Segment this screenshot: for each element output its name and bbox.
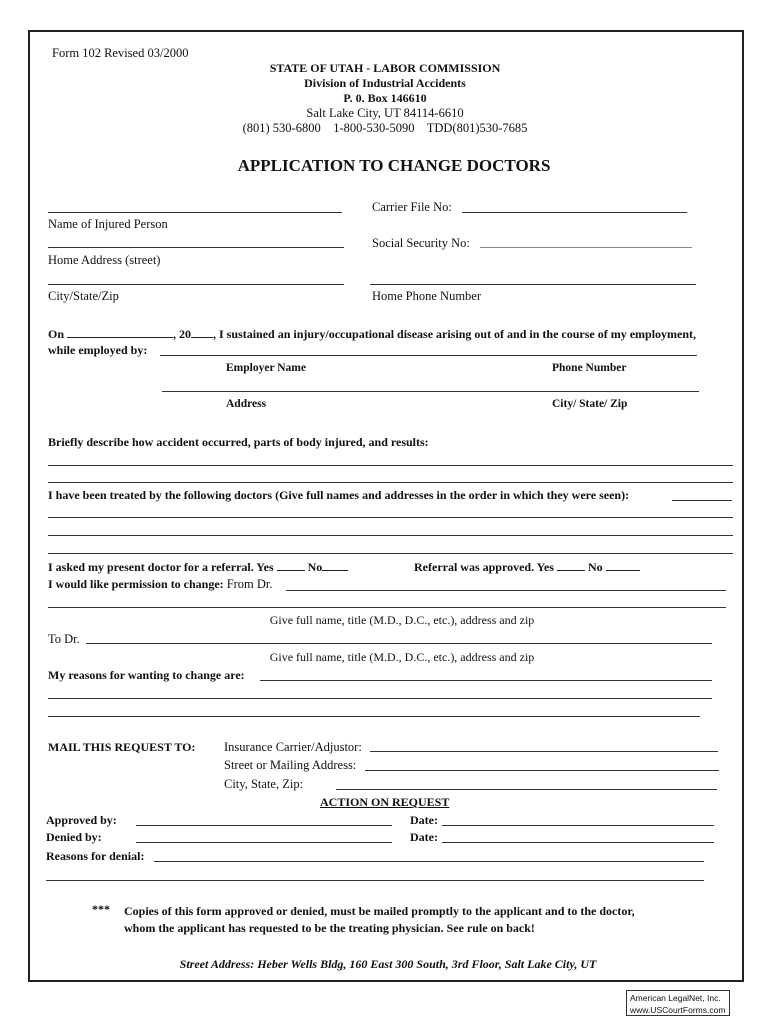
reasons-denial-line-2[interactable] (46, 880, 704, 881)
approved-no-label: No (587, 560, 603, 574)
home-phone-line[interactable] (370, 284, 696, 285)
reasons-line-3[interactable] (48, 716, 700, 717)
reasons-denial-label: Reasons for denial: (46, 849, 145, 863)
publisher-url[interactable]: www.USCourtForms.com (630, 1005, 726, 1015)
denied-by-line[interactable] (136, 842, 392, 843)
employer-city-label: City/ State/ Zip (552, 398, 628, 410)
injury-year-line[interactable] (191, 327, 213, 338)
form-id: Form 102 Revised 03/2000 (52, 46, 189, 60)
to-dr-label: To Dr. (48, 632, 80, 646)
referral-asked-label: I asked my present doctor for a referral. Yes (48, 560, 274, 574)
agency: STATE OF UTAH - LABOR COMMISSION (269, 61, 501, 75)
reasons-denial-line-1[interactable] (154, 861, 704, 862)
ssn-line[interactable] (480, 247, 692, 248)
name-line[interactable] (48, 212, 342, 213)
phone-number-label: Phone Number (552, 362, 627, 374)
referral-approved (414, 560, 640, 575)
from-dr-line-2[interactable] (48, 607, 726, 608)
employer-name-label: Employer Name (226, 362, 306, 374)
injury-statement: , I sustained an injury/occupational disease arising out of and in the course of my employment, (213, 327, 697, 341)
to-dr-line[interactable] (86, 643, 712, 644)
approved-no-line[interactable] (606, 560, 640, 571)
home-address-line[interactable] (48, 247, 344, 248)
carrier-file-label: Carrier File No: (372, 200, 452, 214)
name-injured-label: Name of Injured Person (48, 217, 168, 231)
publisher-name: American LegalNet, Inc. (630, 993, 721, 1003)
action-title: ACTION ON REQUEST (320, 795, 450, 809)
from-dr-label: From Dr. (226, 577, 273, 591)
publisher-box (626, 990, 730, 1016)
city-address: Salt Lake City, UT 84114-6610 (306, 106, 464, 120)
address-label: Address (226, 398, 267, 410)
street-address: Street Address: Heber Wells Bldg, 160 East 300 South, 3rd Floor, Salt Lake City, UT (179, 957, 597, 971)
reasons-label: My reasons for wanting to change are: (48, 668, 245, 682)
city-state-zip-line[interactable] (48, 284, 344, 285)
referral-approved-label: Referral was approved. Yes (414, 560, 554, 574)
give-full-name-2: Give full name, title (M.D., D.C., etc.), address and zip (269, 650, 535, 664)
date-2-line[interactable] (442, 842, 714, 843)
division: Division of Industrial Accidents (304, 76, 466, 90)
describe-line-2[interactable] (48, 482, 733, 483)
permission-label: I would like permission to change: (48, 577, 224, 591)
describe-line-1[interactable] (48, 465, 733, 466)
treated-by-line-0[interactable] (672, 500, 732, 501)
from-dr-line[interactable] (286, 590, 726, 591)
carrier-label: Insurance Carrier/Adjustor: (224, 740, 362, 754)
referral-yes-line[interactable] (277, 560, 305, 571)
mail-label: MAIL THIS REQUEST TO: (48, 740, 196, 754)
permission-row (48, 577, 273, 592)
street-label: Street or Mailing Address: (224, 758, 357, 772)
referral-asked (48, 560, 348, 575)
describe-label: Briefly describe how accident occurred, parts of body injured, and results: (48, 435, 429, 449)
injury-sentence (48, 327, 696, 342)
phone-numbers: (801) 530-6800 1-800-530-5090 TDD(801)530-7685 (242, 121, 528, 135)
mail-city-label: City, State, Zip: (224, 777, 304, 791)
referral-no-line[interactable] (322, 560, 348, 571)
give-full-name-1: Give full name, title (M.D., D.C., etc.), address and zip (269, 613, 535, 627)
employer-line[interactable] (160, 355, 697, 356)
doctors-line-1[interactable] (48, 517, 733, 518)
injury-date-line[interactable] (67, 327, 173, 338)
carrier-file-line[interactable] (462, 212, 687, 213)
treated-by-label: I have been treated by the following doctors (Give full names and addresses in the order in which they were seen): (48, 488, 630, 502)
home-phone-label: Home Phone Number (372, 289, 482, 303)
referral-no-label: No (307, 560, 323, 574)
po-box: P. 0. Box 146610 (343, 91, 427, 105)
date-2-label: Date: (410, 830, 438, 844)
doctors-line-3[interactable] (48, 553, 733, 554)
carrier-line[interactable] (370, 751, 718, 752)
approved-by-line[interactable] (136, 825, 392, 826)
on-label: On (48, 327, 65, 341)
date-1-line[interactable] (442, 825, 714, 826)
notice-stars: *** (92, 902, 110, 916)
mail-city-line[interactable] (336, 789, 717, 790)
approved-yes-line[interactable] (557, 560, 585, 571)
denied-by-label: Denied by: (46, 830, 102, 844)
employer-address-line[interactable] (162, 391, 699, 392)
employed-by-label: while employed by: (48, 343, 148, 357)
reasons-line-2[interactable] (48, 698, 712, 699)
reasons-line-1[interactable] (260, 680, 712, 681)
home-address-label: Home Address (street) (48, 253, 161, 267)
ssn-label: Social Security No: (372, 236, 470, 250)
street-line[interactable] (365, 770, 719, 771)
approved-by-label: Approved by: (46, 813, 117, 827)
year-label: , 20 (173, 327, 192, 341)
city-state-zip-label: City/State/Zip (48, 289, 119, 303)
notice-line-1: Copies of this form approved or denied, must be mailed promptly to the applicant and to the doctor, (124, 904, 635, 918)
date-1-label: Date: (410, 813, 438, 827)
doctors-line-2[interactable] (48, 535, 733, 536)
notice-line-2: whom the applicant has requested to be the treating physician. See rule on back! (124, 921, 535, 935)
page-title: APPLICATION TO CHANGE DOCTORS (237, 156, 551, 175)
